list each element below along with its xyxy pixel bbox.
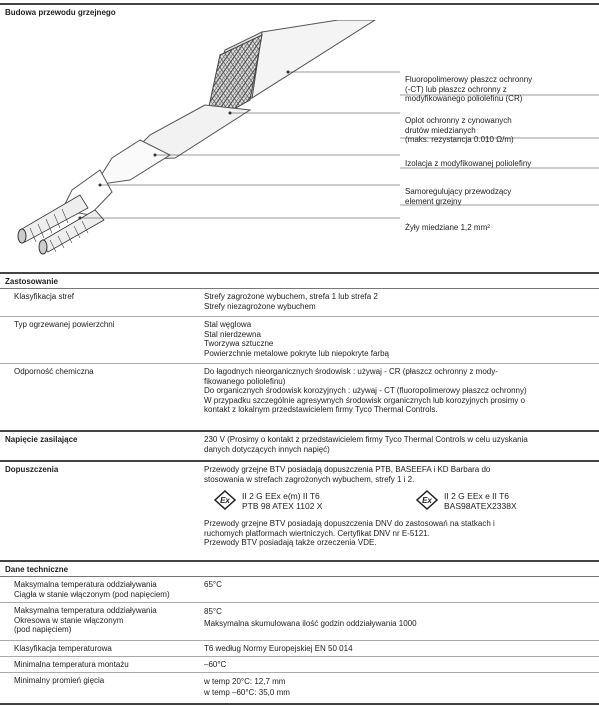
row-value-surface: Stal węglowa Stal nierdzewna Tworzywa sztuczne Powierzchnie metalowe pokryte lub niepokryte farbą [204,320,389,358]
tech-label-temp-class: Klasyfikacja temperaturowa [14,644,112,653]
tech-value-temp-class: T6 według Normy Europejskiej EN 50 014 [204,644,353,653]
cert-baseefa: II 2 G EEx e II T6 BAS98ATEX2338X [444,491,517,511]
tech-label-min-install-temp: Minimalna temperatura montażu [14,660,129,669]
approvals-outro: Przewody grzejne BTV posiadają dopuszczenia DNV do zastosowań na statkach i ruchomych platformach wiertniczych. Certyfikat DNV nr E-5121. Przewody BTV posiadają także orzeczenia VDE. [204,519,495,547]
tech-label-max-continuous: Maksymalna temperatura oddziaływania Ciągła w stanie włączonym (pod napięciem) [14,580,170,599]
ex-mark-icon [214,490,236,510]
row-value-chemical: Do łagodnych nieorganicznych środowisk : używaj - CR (płaszcz ochronny z mody- fikowanego poliolefinu) Do organicznych środowisk korozyjnych : używaj - CT (fluoropolimerowy płaszcz ochronny) W przypadku szczególnie agresywnych środowisk organicznych lub korozyjnych prosimy o kontakt z lokalnym przedstawicielem firmy Tyco Thermal Controls. [204,367,527,414]
callout-conductors: Żyły miedziane 1,2 mm² [405,223,490,232]
row-label-chemical: Odporność chemiczna [14,367,94,376]
callout-braid: Oplot ochronny z cynowanych drutów miedzianych (maks. rezystancja 0.010 Ω/m) [405,116,514,144]
voltage-value: 230 V (Prosimy o kontakt z przedstawicielem firmy Tyco Thermal Controls w celu uzyskania danych dotyczących innych napięć) [204,435,528,454]
section-title-voltage: Napięcie zasilające [5,435,78,444]
section-title-approvals: Dopuszczenia [5,465,59,474]
cert-ptb: II 2 G EEx e(m) II T6 PTB 98 ATEX 1102 X [242,491,323,511]
section-title-construction: Budowa przewodu grzejnego [5,8,116,17]
row-label-zones: Klasyfikacja stref [14,292,75,301]
tech-value-max-intermittent: 85°C Maksymalna skumulowana ilość godzin oddziaływania 1000 [204,607,417,628]
row-value-zones: Strefy zagrożone wybuchem, strefa 1 lub strefa 2 Strefy niezagrożone wybuchem [204,292,378,311]
section-title-application: Zastosowanie [5,277,58,286]
callout-heating-element: Samoregulujący przewodzący element grzejny [405,187,512,206]
approvals-intro: Przewody grzejne BTV posiadają dopuszczenia PTB, BASEEFA i KD Barbara do stosowania w strefach zagrożonych wybuchem, strefy 1 i 2. [204,465,491,484]
callout-insulation: Izolacja z modyfikowanej poliolefiny [405,159,532,168]
svg-text:Ex: Ex [422,496,432,505]
tech-value-max-continuous: 65°C [204,580,222,589]
row-label-surface: Typ ogrzewanej powierzchni [14,320,115,329]
ex-mark-icon [416,490,438,510]
cable-illustration [0,20,599,270]
section-title-technical: Dane techniczne [5,565,69,574]
tech-value-min-install-temp: –60°C [204,660,227,669]
callout-outer-jacket: Fluoropolimerowy płaszcz ochronny (-CT) lub płaszcz ochronny z modyfikowanego poliolefinu (CR) [405,75,533,103]
tech-value-bend-radius: w temp 20°C: 12,7 mm w temp –60°C: 35,0 mm [204,677,290,697]
tech-label-bend-radius: Minimalny promień gięcia [14,676,105,685]
tech-label-max-intermittent: Maksymalna temperatura oddziaływania Okresowa w stanie włączonym (pod napięciem) [14,606,157,634]
svg-text:Ex: Ex [220,496,230,505]
